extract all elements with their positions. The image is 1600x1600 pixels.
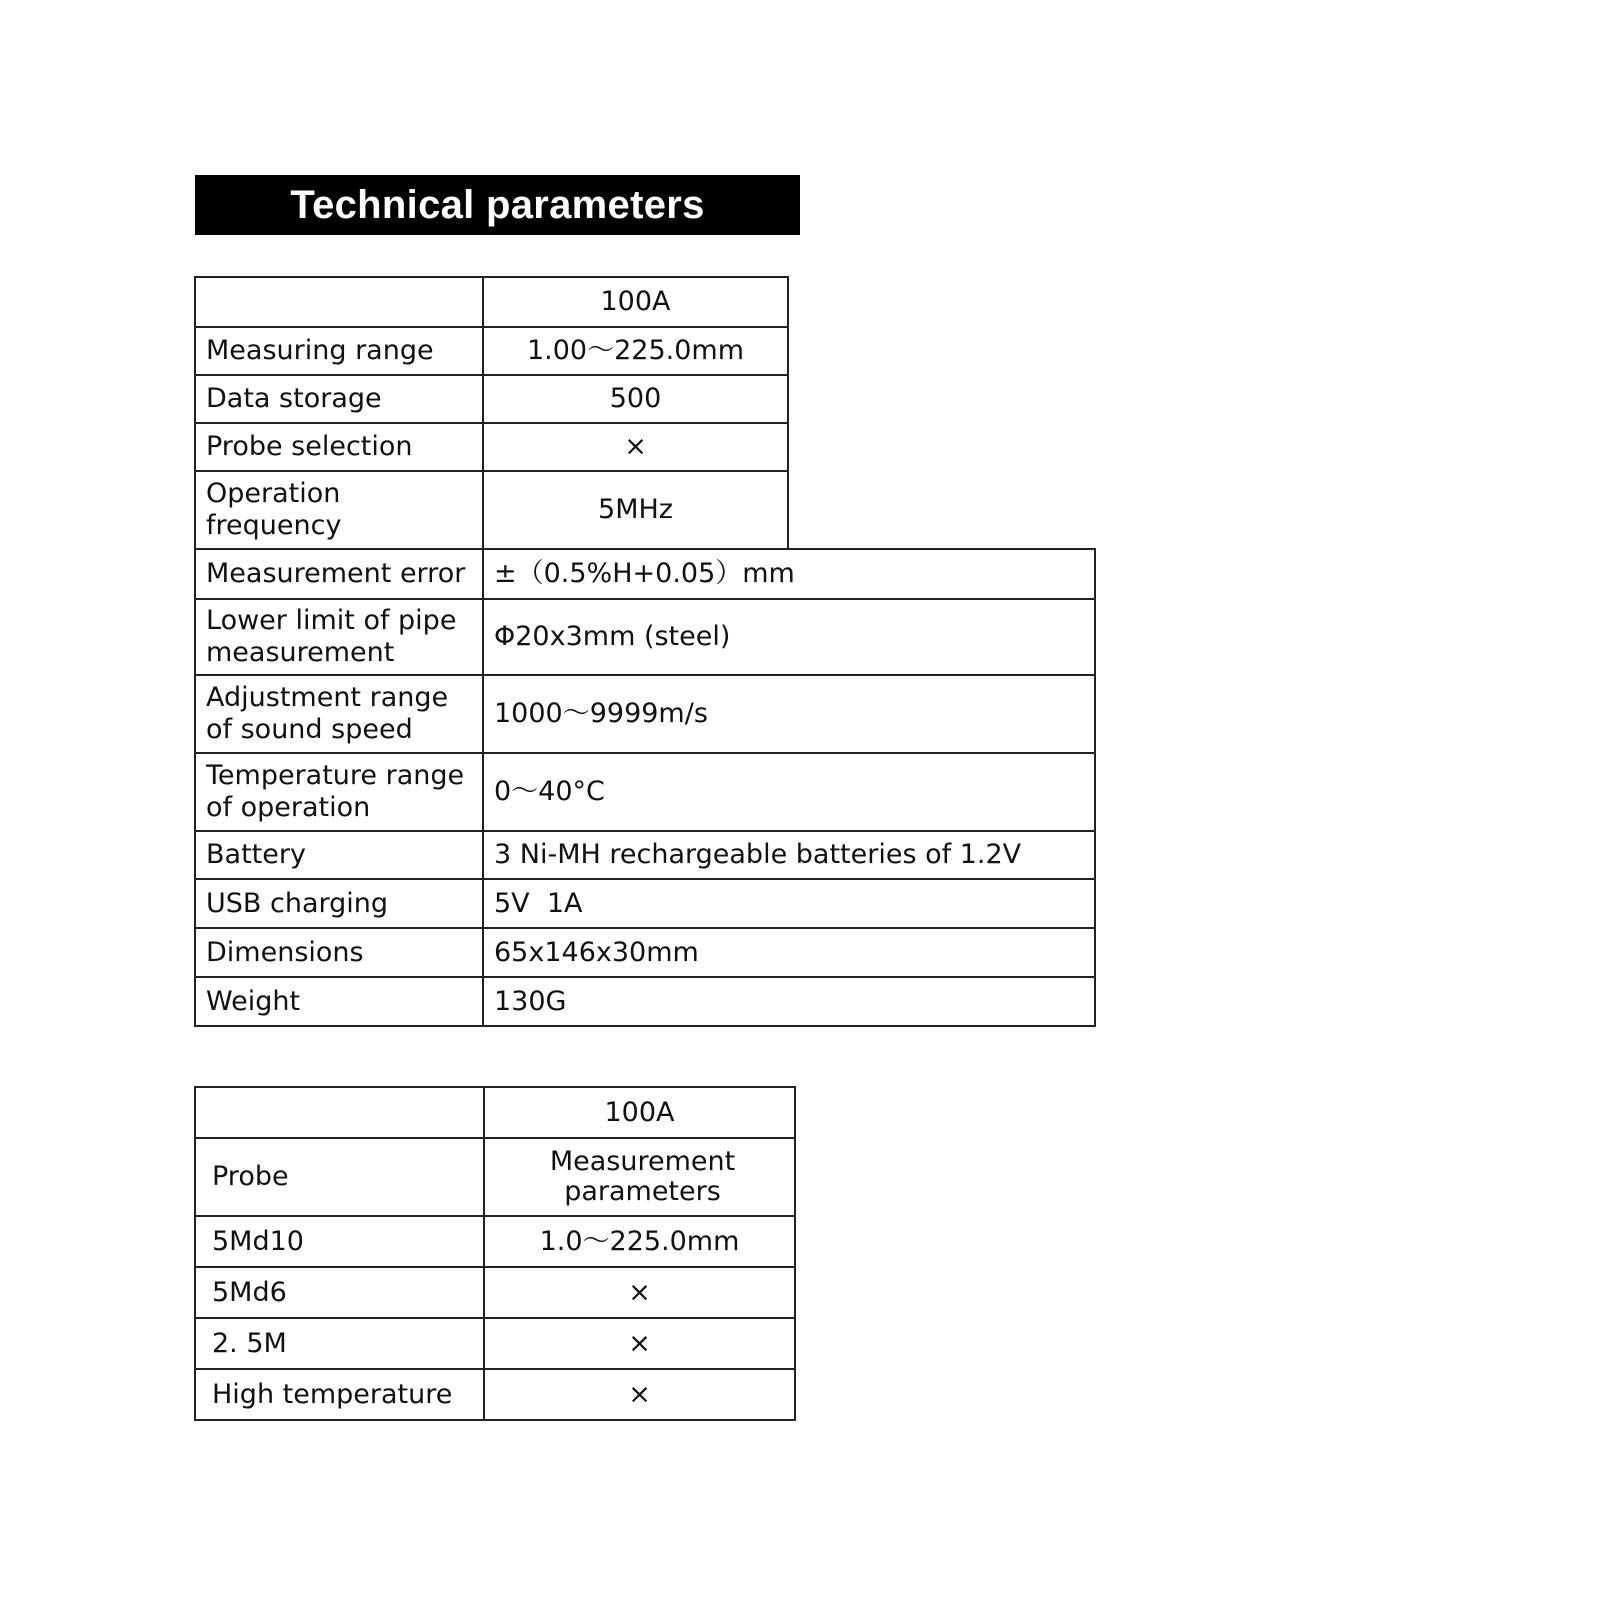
row-label: Battery xyxy=(195,831,483,879)
probe-name: 5Md6 xyxy=(195,1267,484,1318)
header-empty-cell xyxy=(195,1087,484,1138)
probe-name: High temperature xyxy=(195,1369,484,1420)
empty-cell xyxy=(788,375,1095,423)
row-label: Data storage xyxy=(195,375,483,423)
table-row xyxy=(195,1267,795,1318)
table-row xyxy=(195,423,1095,471)
row-value: 65x146x30mm xyxy=(483,928,1095,977)
model-header: 100A xyxy=(483,277,788,327)
row-label: Dimensions xyxy=(195,928,483,977)
empty-cell xyxy=(788,327,1095,375)
page-title: Technical parameters xyxy=(195,175,800,235)
table-row xyxy=(195,1369,795,1420)
row-label: Weight xyxy=(195,977,483,1026)
row-label: Temperature range of operation xyxy=(195,753,483,831)
table-row xyxy=(195,977,1095,1026)
table-row xyxy=(195,1318,795,1369)
row-value: ±（0.5%H+0.05）mm xyxy=(483,549,1095,599)
table-header-row xyxy=(195,277,1095,327)
table-row xyxy=(195,753,1095,831)
table-row xyxy=(195,375,1095,423)
row-value: 5V 1A xyxy=(483,879,1095,928)
table-row xyxy=(195,928,1095,977)
row-label: Adjustment range of sound speed xyxy=(195,675,483,753)
unavailable-mark: × xyxy=(484,1369,795,1420)
parameters-column-header: Measurement parameters xyxy=(484,1138,795,1216)
probe-column-header: Probe xyxy=(195,1138,484,1216)
table-row xyxy=(195,1216,795,1267)
row-label: USB charging xyxy=(195,879,483,928)
empty-cell xyxy=(788,277,1095,327)
row-value: Φ20x3mm (steel) xyxy=(483,599,1095,675)
row-label: Operation frequency xyxy=(195,471,483,549)
row-value: 5MHz xyxy=(483,471,788,549)
table-row xyxy=(195,599,1095,675)
table-row xyxy=(195,675,1095,753)
table-header-row xyxy=(195,1138,795,1216)
row-value: 3 Ni-MH rechargeable batteries of 1.2V xyxy=(483,831,1095,879)
table-row xyxy=(195,831,1095,879)
probe-name: 5Md10 xyxy=(195,1216,484,1267)
empty-cell xyxy=(788,423,1095,471)
probe-table xyxy=(194,1086,796,1421)
row-value: 0～40°C xyxy=(483,753,1095,831)
probe-name: 2. 5M xyxy=(195,1318,484,1369)
unavailable-mark: × xyxy=(483,423,788,471)
model-header: 100A xyxy=(484,1087,795,1138)
row-label: Measurement error xyxy=(195,549,483,599)
table-row xyxy=(195,549,1095,599)
unavailable-mark: × xyxy=(484,1267,795,1318)
technical-parameters-table xyxy=(194,276,1096,1027)
row-value: 130G xyxy=(483,977,1095,1026)
unavailable-mark: × xyxy=(484,1318,795,1369)
header-empty-cell xyxy=(195,277,483,327)
table-row xyxy=(195,471,1095,549)
row-label: Probe selection xyxy=(195,423,483,471)
probe-value: 1.0～225.0mm xyxy=(484,1216,795,1267)
row-value: 1.00～225.0mm xyxy=(483,327,788,375)
row-value: 1000～9999m/s xyxy=(483,675,1095,753)
row-label: Measuring range xyxy=(195,327,483,375)
table-header-row xyxy=(195,1087,795,1138)
table-row xyxy=(195,327,1095,375)
row-label: Lower limit of pipe measurement xyxy=(195,599,483,675)
row-value: 500 xyxy=(483,375,788,423)
empty-cell xyxy=(788,471,1095,549)
table-row xyxy=(195,879,1095,928)
